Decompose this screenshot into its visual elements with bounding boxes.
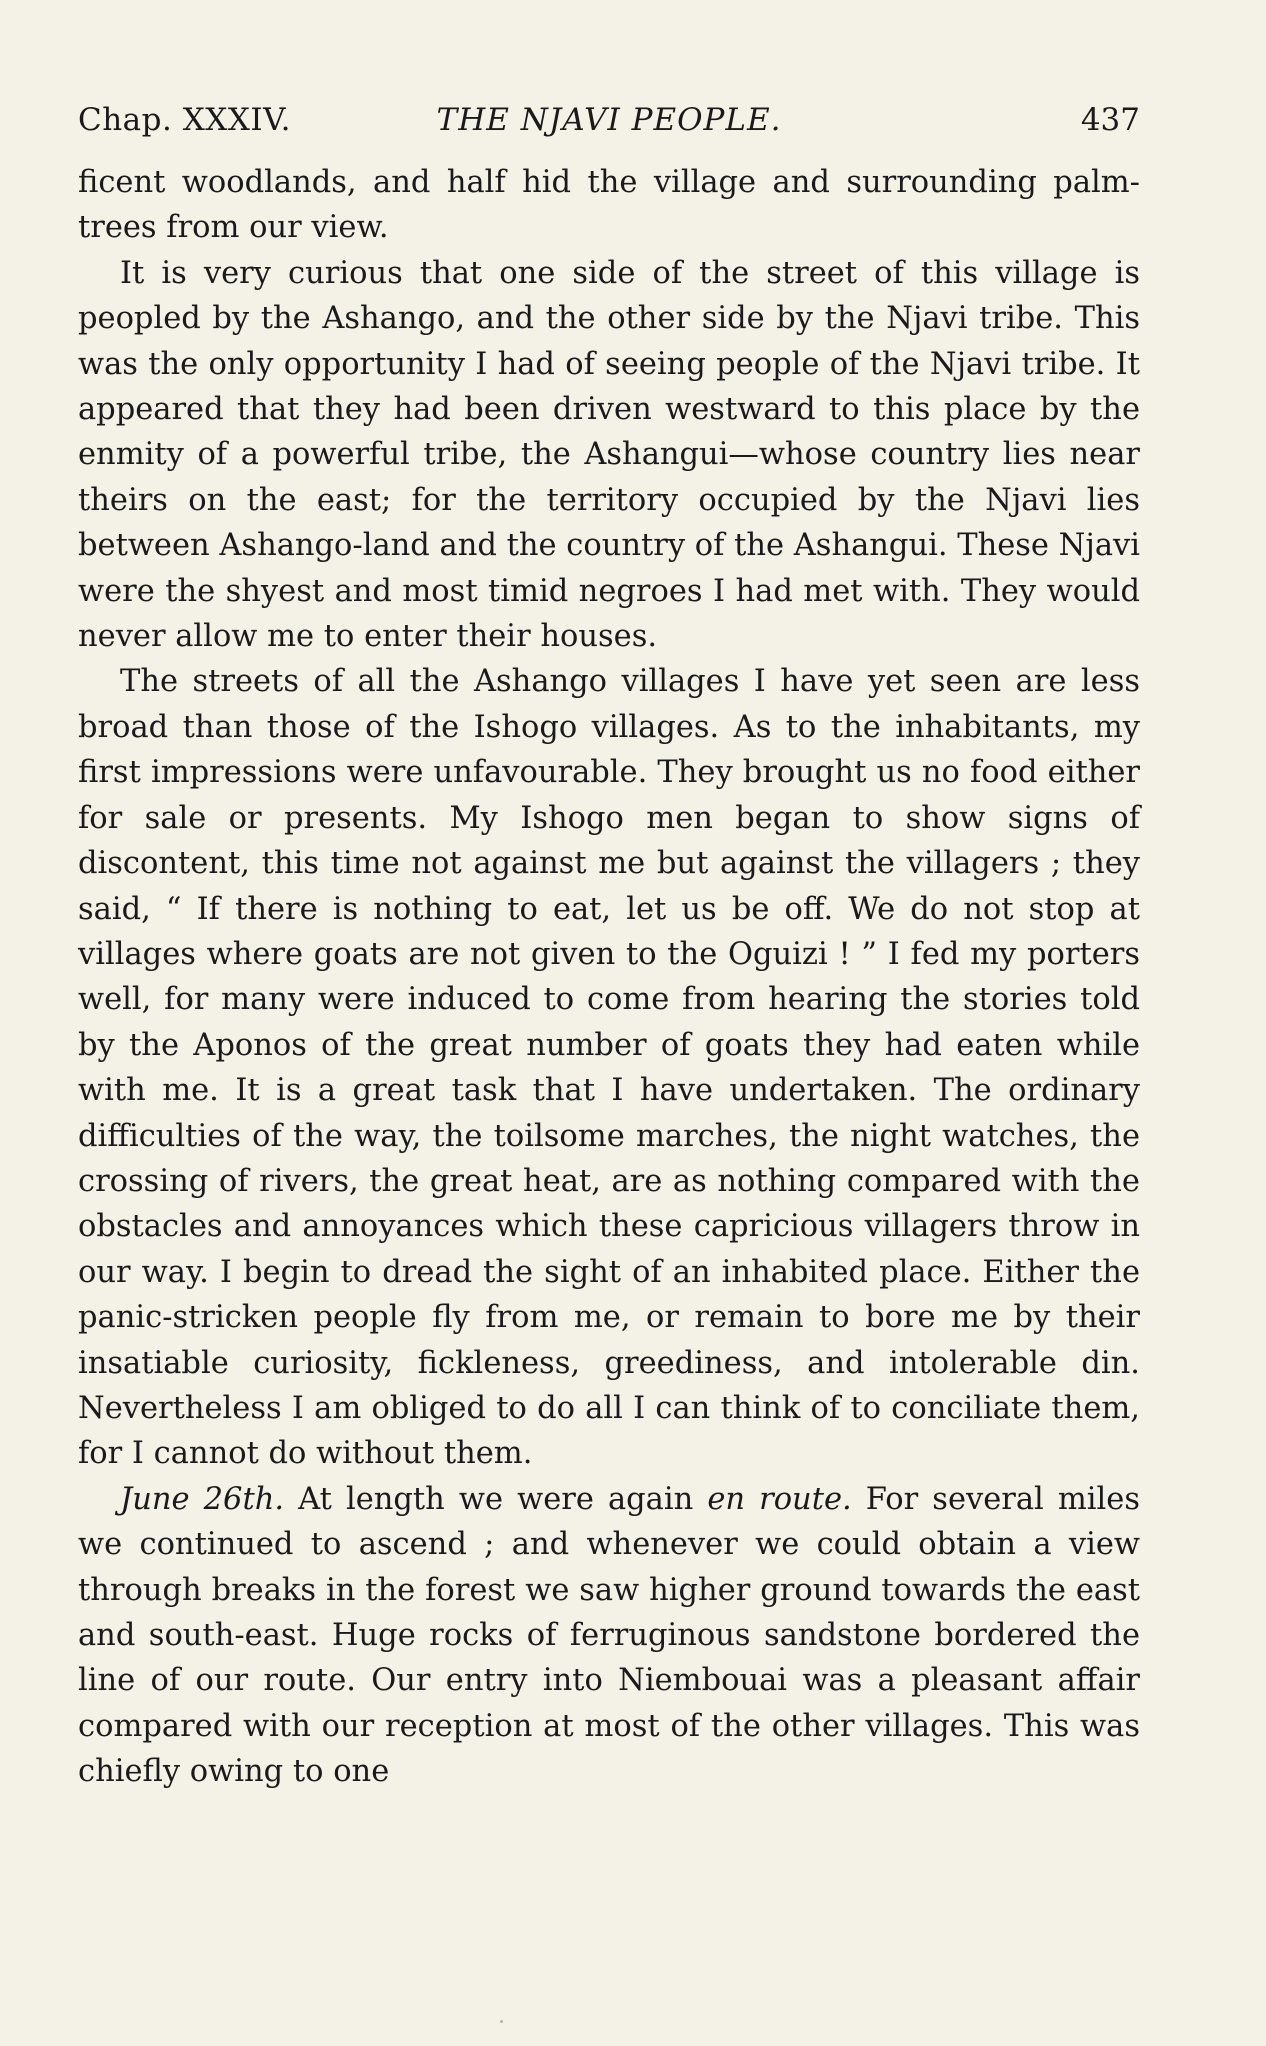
paragraph-text-a: At length we were again bbox=[284, 1481, 708, 1517]
book-page bbox=[78, 92, 1140, 1795]
running-head bbox=[78, 92, 1140, 148]
page-number: 437 bbox=[1080, 102, 1140, 138]
italic-phrase: en route. bbox=[707, 1481, 852, 1517]
paragraph-continued: ficent woodlands, and half hid the village and surrounding palm-trees from our view. bbox=[78, 165, 1140, 246]
paragraph-njavi-tribe: It is very curious that one side of the street of this village is peopled by the Ashango, and the other side by the Njavi tribe. This was the only opportunity I had of seeing people of the Njavi tribe. It appeared that they had been driven westward to this place by the enmity of a powerful tribe, the Ashangui—whose country lies near theirs on the east; for the territory occupied by the Njavi lies between Ashango-land and the country of the Ashangui. These Njavi were the shyest and most timid negroes I had met with. They would never allow me to enter their houses. bbox=[78, 255, 1140, 655]
running-title: THE NJAVI PEOPLE. bbox=[436, 102, 782, 138]
chapter-label: Chap. XXXIV. bbox=[78, 102, 291, 138]
paper-speck bbox=[500, 2020, 503, 2023]
body-text bbox=[78, 160, 1140, 1795]
diary-date: June 26th. bbox=[120, 1481, 285, 1517]
paragraph-ashango-villages: The streets of all the Ashango villages I have yet seen are less broad than those of the Ishogo villages. As to the inhabitants, my first impressions were unfavourable. They brought us no food either for sale or presents. My Ishogo men began to show signs of discontent, this time not against me but against the villagers ; they said, “ If there is nothing to eat, let us be off. We do not stop at villages where goats are not given to the Oguizi ! ” I fed my porters well, for many were induced to come from hearing the stories told by the Aponos of the great number of goats they had eaten while with me. It is a great task that I have undertaken. The ordinary difficulties of the way, the toilsome marches, the night watches, the crossing of rivers, the great heat, are as nothing compared with the obstacles and annoyances which these capricious villagers throw in our way. I begin to dread the sight of an inhabited place. Either the panic-stricken people fly from me, or remain to bore me by their insatiable curiosity, fickleness, greediness, and intolerable din. Nevertheless I am obliged to do all I can think of to conciliate them, for I cannot do without them. bbox=[78, 664, 1140, 1472]
paragraph-text-b: For several miles we continued to ascend ; and whenever we could obtain a view through breaks in the forest we saw higher ground towards the east and south-east. Huge rocks of ferruginous sandstone bordered the line of our route. Our entry into Niembouai was a pleasant affair compared with our reception at most of the other villages. This was chiefly owing to one bbox=[78, 1481, 1140, 1790]
paragraph-june-26th bbox=[78, 1477, 1140, 1795]
